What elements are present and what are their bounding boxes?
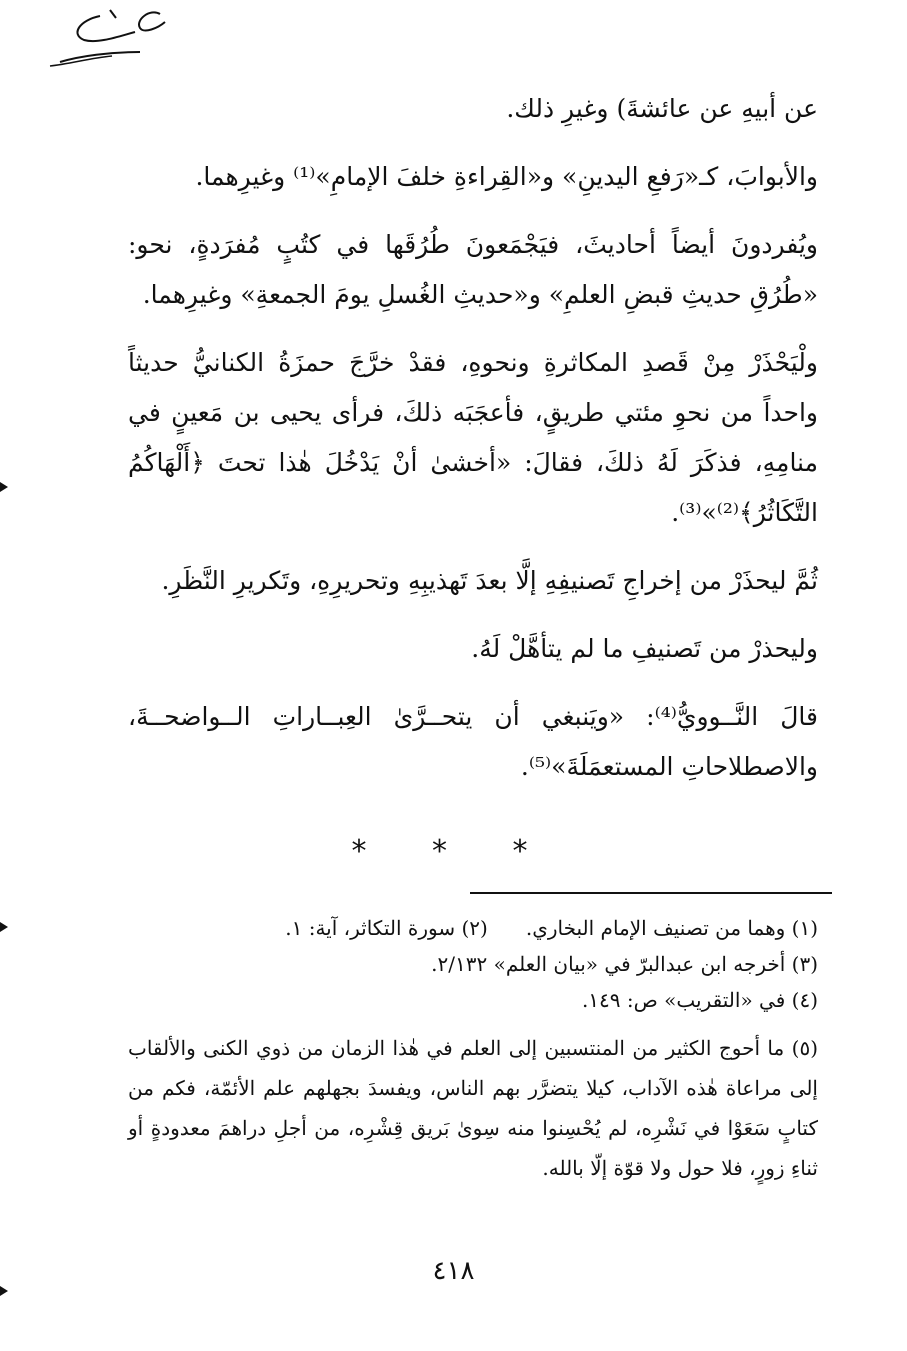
footnote-3: (٣) أخرجه ابن عبدالبرّ في «بيان العلم» ٢/١٣٢.: [431, 952, 818, 976]
footnote-5: (٥) ما أحوج الكثير من المنتسبين إلى العلم في هٰذا الزمان من ذوي الكنى والألقاب إلى مراعاة هٰذه الآداب، كيلا يتضرَّر بهم الناس، ويفسدَ بجهلهم علم الأئمّة، فكم من كتابٍ سَعَوْا في نَشْرِه، لم يُحْسِنوا منه سِوىٰ بَريق قِشْرِه، من أجلِ دراهمَ معدودةٍ أو ثناءِ زورٍ، فلا حول ولا قوّة إلّا بالله.: [128, 1036, 818, 1180]
footnote-1: (١) وهما من تصنيف الإمام البخاري.: [525, 916, 818, 940]
paragraph: ثُمَّ ليحذَرْ من إخراجِ تَصنيفِهِ إلَّا بعدَ تَهذيبِهِ وتحريرِهِ، وتَكريرِ النَّظَرِ.: [161, 566, 818, 595]
footnote-4: (٤) في «التقريب» ص: ١٤٩.: [581, 988, 818, 1012]
footnotes: [128, 910, 818, 1188]
edge-mark: [0, 1284, 10, 1298]
main-text: [128, 84, 818, 810]
paragraph: قالَ النَّــوويُّ⁽⁴⁾: «ويَنبغي أن يتحــرَّىٰ العِبــاراتِ الــواضحــةَ، والاصطلاحاتِ المستعمَلَةَ»⁽⁵⁾.: [128, 702, 818, 781]
paragraph: ولْيَحْذَرْ مِنْ قَصدِ المكاثرةِ ونحوهِ، فقدْ خرَّجَ حمزَةُ الكنانيُّ حديثاً واحداً من نحوِ مئتي طريقٍ، فأعجَبَه ذلكَ، فرأى يحيى بن مَعينٍ في منامِهِ، فذكَرَ لَهُ ذلكَ، فقالَ: «أخشىٰ أنْ يَدْخُلَ هٰذا تحتَ ﴿أَلْهَاكُمُ التَّكَاثُرُ﴾⁽²⁾»⁽³⁾.: [128, 348, 818, 527]
footnote-row: [128, 910, 818, 946]
page-number: ٤١٨: [432, 1256, 475, 1286]
edge-mark: [0, 480, 10, 494]
paragraph: والأبوابَ، كـ«رَفعِ اليدينِ» و«القِراءةِ خلفَ الإمامِ»⁽¹⁾ وغيرِهما.: [195, 162, 818, 191]
paragraph: وليحذرْ من تَصنيفِ ما لم يتأهَّلْ لَهُ.: [471, 634, 818, 663]
footnote-divider: [470, 892, 832, 894]
footnote-2: (٢) سورة التكاثر، آية: ١.: [285, 916, 488, 940]
handwritten-scribble: [40, 6, 190, 76]
paragraph: ويُفردونَ أيضاً أحاديثَ، فيَجْمَعونَ طُرُقَها في كتُبٍ مُفرَدةٍ، نحو: «طُرُقِ حديثِ قبضِ العلمِ» و«حديثِ الغُسلِ يومَ الجمعةِ» وغيرِهما.: [128, 230, 818, 309]
paragraph: عن أبيهِ عن عائشةَ) وغيرِ ذلك.: [506, 94, 818, 123]
edge-mark: [0, 920, 10, 934]
section-separator: * * *: [351, 834, 556, 869]
